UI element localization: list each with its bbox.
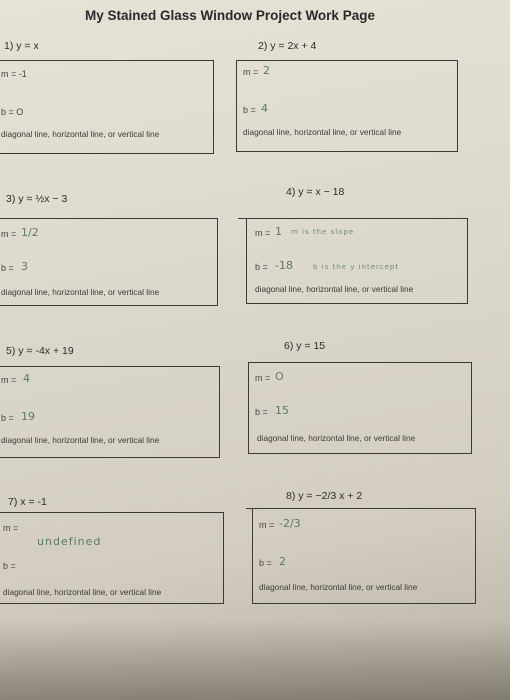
- problem-2-line-type: diagonal line, horizontal line, or vertical line: [243, 127, 402, 137]
- problem-5-slope-label: m =: [1, 375, 17, 385]
- page-shadow: [0, 620, 510, 700]
- problem-3-equation: 3) y = ½x − 3: [6, 193, 68, 205]
- problem-6-intercept-answer: 15: [275, 404, 289, 417]
- problem-4-slope-label: m =: [255, 228, 271, 238]
- problem-8-intercept-label: b =: [259, 558, 272, 568]
- problem-3-slope-label: m =: [1, 229, 17, 239]
- problem-4-intercept-note: b is the y intercept: [313, 263, 400, 271]
- problem-7-equation: 7) x = -1: [8, 496, 47, 508]
- problem-2-intercept-answer: 4: [261, 102, 268, 115]
- page-title: My Stained Glass Window Project Work Page: [85, 8, 375, 23]
- problem-5-intercept-answer: 19: [21, 410, 35, 423]
- problem-8-equation: 8) y = −2/3 x + 2: [286, 490, 363, 502]
- problem-5-line-type: diagonal line, horizontal line, or vertical line: [1, 435, 160, 445]
- problem-4-box: [246, 218, 468, 304]
- problem-3-intercept-label: b =: [1, 263, 14, 273]
- problem-2-slope-label: m =: [243, 67, 259, 77]
- problem-2-equation: 2) y = 2x + 4: [258, 40, 317, 52]
- problem-1-box: [0, 60, 214, 154]
- problem-5-slope-answer: 4: [23, 372, 30, 385]
- problem-8-intercept-answer: 2: [279, 555, 286, 568]
- problem-6-slope-label: m =: [255, 373, 271, 383]
- problem-3-box: [0, 218, 218, 306]
- problem-3-slope-answer: 1/2: [21, 226, 39, 239]
- problem-1-intercept: b = O: [1, 107, 24, 117]
- problem-1-slope: m = -1: [1, 69, 27, 79]
- problem-6-line-type: diagonal line, horizontal line, or vertical line: [257, 433, 416, 443]
- problem-2-intercept-label: b =: [243, 105, 256, 115]
- problem-1-equation: 1) y = x: [4, 40, 39, 52]
- problem-6-box: [248, 362, 472, 454]
- problem-2-box: [236, 60, 458, 152]
- problem-4-slope-note: m is the slope: [291, 228, 355, 236]
- problem-1-line-type: diagonal line, horizontal line, or vertical line: [1, 129, 160, 139]
- problem-7-line-type: diagonal line, horizontal line, or vertical line: [3, 587, 162, 597]
- problem-4-line-type: diagonal line, horizontal line, or vertical line: [255, 284, 414, 294]
- problem-2-slope-answer: 2: [263, 64, 270, 77]
- problem-5-equation: 5) y = -4x + 19: [6, 345, 74, 357]
- problem-7-box: [0, 512, 224, 604]
- problem-7-slope-answer: undefined: [37, 535, 102, 548]
- problem-3-intercept-answer: 3: [21, 260, 28, 273]
- problem-5-box: [0, 366, 220, 458]
- problem-4-slope-answer: 1: [275, 225, 282, 238]
- problem-8-slope-label: m =: [259, 520, 275, 530]
- problem-5-intercept-label: b =: [1, 413, 14, 423]
- problem-4-intercept-answer: -18: [275, 259, 293, 272]
- problem-8-line-type: diagonal line, horizontal line, or vertical line: [259, 582, 418, 592]
- problem-8-slope-answer: -2/3: [279, 517, 301, 530]
- problem-6-slope-answer: O: [275, 370, 284, 383]
- problem-7-slope-label: m =: [3, 523, 19, 533]
- problem-3-line-type: diagonal line, horizontal line, or vertical line: [1, 287, 160, 297]
- problem-6-intercept-label: b =: [255, 407, 268, 417]
- problem-8-box: [252, 508, 476, 604]
- problem-7-intercept-label: b =: [3, 561, 16, 571]
- problem-4-intercept-label: b =: [255, 262, 268, 272]
- problem-4-equation: 4) y = x − 18: [286, 186, 345, 198]
- problem-6-equation: 6) y = 15: [284, 340, 326, 352]
